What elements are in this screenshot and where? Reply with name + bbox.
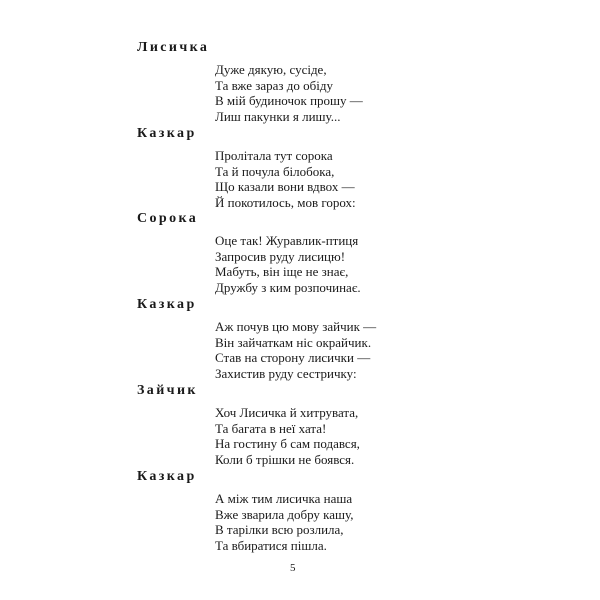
verse-line: Захистив руду сестричку: — [215, 365, 357, 381]
verse-line: Що казали вони вдвох — — [215, 179, 355, 195]
verse-line: Дуже дякую, сусіде, — [215, 62, 327, 77]
verse-line: Лиш пакунки я лишу... — [215, 108, 341, 124]
verse-line: Аж почув цю мову зайчик — — [215, 319, 377, 334]
verse-line: В тарілки всю розлила, — [215, 522, 344, 538]
speaker-name: Сорока — [137, 211, 199, 226]
verse-stanza — [215, 491, 354, 553]
verse-line: Пролітала тут сорока — [215, 148, 333, 163]
verse-line: Та вже зараз до обіду — [215, 77, 333, 93]
verse-line: Хоч Лисичка й хитрувата, — [215, 405, 359, 420]
speaker-name: Казкар — [137, 126, 197, 141]
verse-line: Коли б трішки не боявся. — [215, 451, 355, 467]
verse-line: Став на сторону лисички — — [215, 350, 371, 366]
verse-line: Оце так! Журавлик-птиця — [215, 233, 359, 248]
verse-stanza — [215, 405, 360, 467]
verse-stanza — [215, 62, 363, 124]
verse-line: Запросив руду лисицю! — [215, 248, 346, 264]
verse-line: Вже зварила добру кашу, — [215, 506, 354, 522]
verse-line: Він зайчаткам ніс окрайчик. — [215, 334, 372, 350]
speaker-name: Казкар — [137, 297, 197, 312]
verse-line: Й покотилось, мов горох: — [215, 194, 356, 210]
verse-line: Мабуть, він іще не знає, — [215, 264, 349, 280]
verse-line: Та багата в неї хата! — [215, 420, 327, 436]
verse-line: На гостину б сам подався, — [215, 436, 360, 452]
page-number: 5 — [290, 562, 296, 574]
speaker-name: Лисичка — [137, 40, 210, 55]
verse-stanza — [215, 319, 376, 381]
speaker-name: Казкар — [137, 469, 197, 484]
verse-line: Та й почула білобока, — [215, 163, 335, 179]
speaker-name: Зайчик — [137, 383, 198, 398]
verse-stanza — [215, 148, 356, 210]
verse-line: Та вбиратися пішла. — [215, 537, 327, 553]
verse-line: Дружбу з ким розпочинає. — [215, 279, 361, 295]
verse-stanza — [215, 233, 361, 295]
verse-line: В мій будиночок прошу — — [215, 93, 363, 109]
verse-line: А між тим лисичка наша — [215, 491, 353, 506]
